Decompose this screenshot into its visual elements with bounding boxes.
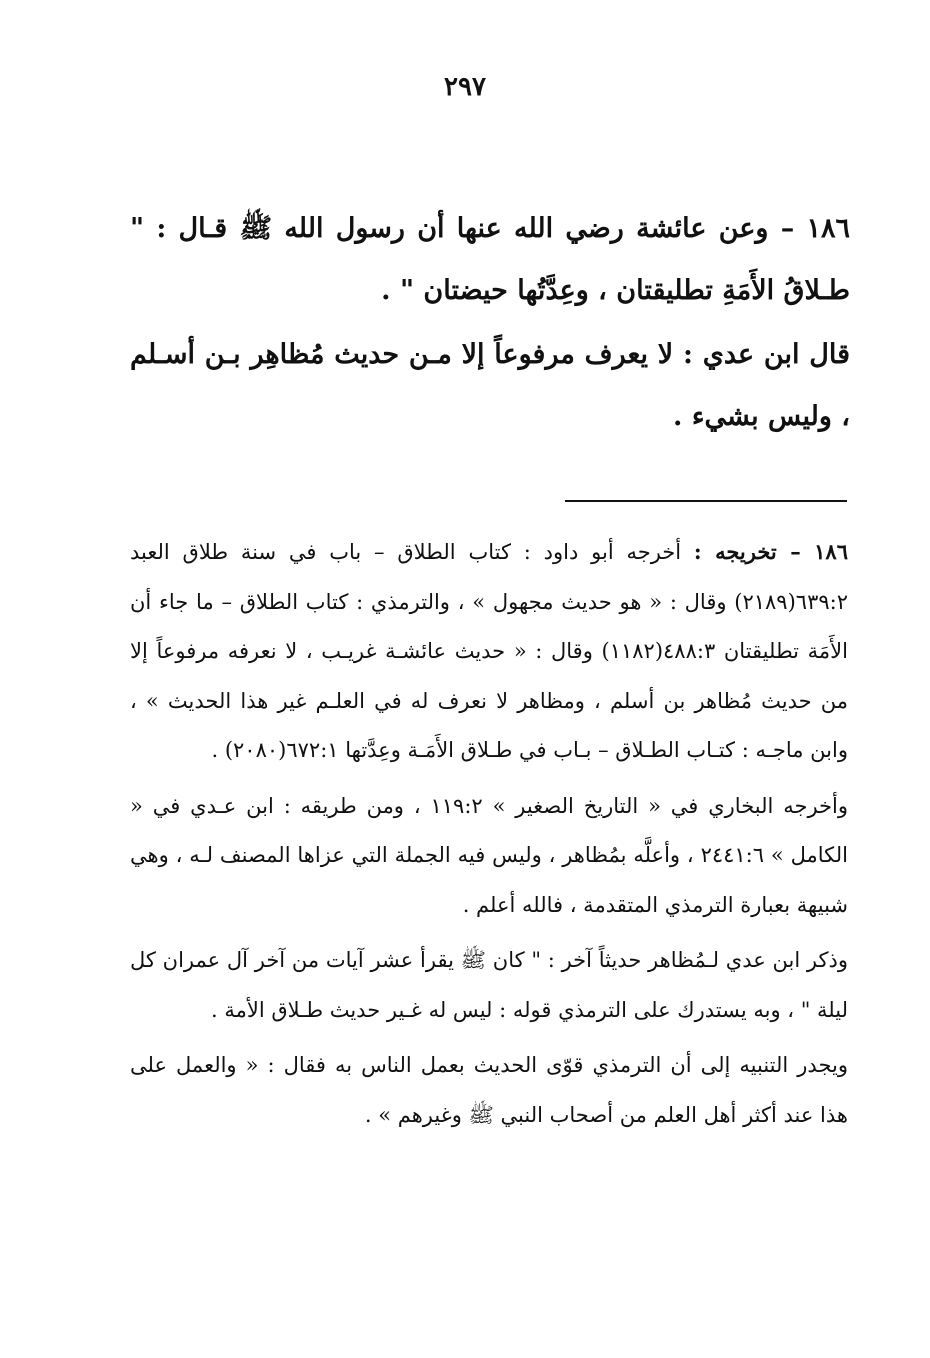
footnote-bukhari: وأخرجه البخاري في « التاريخ الصغير » ١١٩:٢ ، ومن طريقه : ابن عـدي في « الكامل » ٢٤٤١:٦ ، وأعلَّه بمُظاهر ، وليس فيه الجملة التي عزاها المصنف لـه ، وهي شبيهة بعبارة الترمذي المتقدمة ، فالله أعلم . — [130, 793, 848, 917]
main-text — [130, 198, 850, 448]
footnote-separator — [565, 500, 847, 502]
footnote-takhrij — [130, 527, 848, 776]
hadith-paragraph: ١٨٦ – وعن عائشة رضي الله عنها أن رسول الله ﷺ قـال : " طـلاقُ الأَمَةِ تطليقتان ، وعِدَّتُها حيضتان " . — [130, 213, 850, 306]
takhrij-label: ١٨٦ – تخريجه : — [693, 539, 848, 564]
takhrij-text: أخرجه أبو داود : كتاب الطلاق – باب في سنة طلاق العبد ٦٣٩:٢(٢١٨٩) وقال : « هو حديث مجهول » ، والترمذي : كتاب الطلاق – ما جاء أن الأَمَة تطليقتان ٤٨٨:٣(١١٨٢) وقال : « حديث عائشـة غريـب ، لا نعرفه مرفوعاً إلا من حديث مُظاهر بن أسلم ، ومظاهر لا نعرف له في العلـم غير هذا الحديث » ، وابن ماجـه : كتـاب الطـلاق – بـاب في طـلاق الأَمَـة وعِدَّتها ٦٧٢:١(٢٠٨٠) . — [130, 540, 848, 762]
page-number: ٢٩٧ — [444, 72, 486, 102]
ibn-adi-comment: قال ابن عدي : لا يعرف مرفوعاً إلا مـن حديث مُظاهِر بـن أسـلم ، وليس بشيء . — [130, 339, 850, 432]
footnote-ibn-adi: وذكر ابن عدي لـمُظاهر حديثاً آخر : " كان ﷺ يقرأ عشر آيات من آخر آل عمران كل ليلة " ، وبه يستدرك على الترمذي قوله : ليس له غـير حديث طـلاق الأمة . — [130, 948, 848, 1022]
footnotes — [130, 527, 848, 1140]
footnote-tanbih: ويجدر التنبيه إلى أن الترمذي قوّى الحديث بعمل الناس به فقال : « والعمل على هذا عند أكثر أهل العلم من أصحاب النبي ﷺ وغيرهم » . — [130, 1053, 848, 1127]
